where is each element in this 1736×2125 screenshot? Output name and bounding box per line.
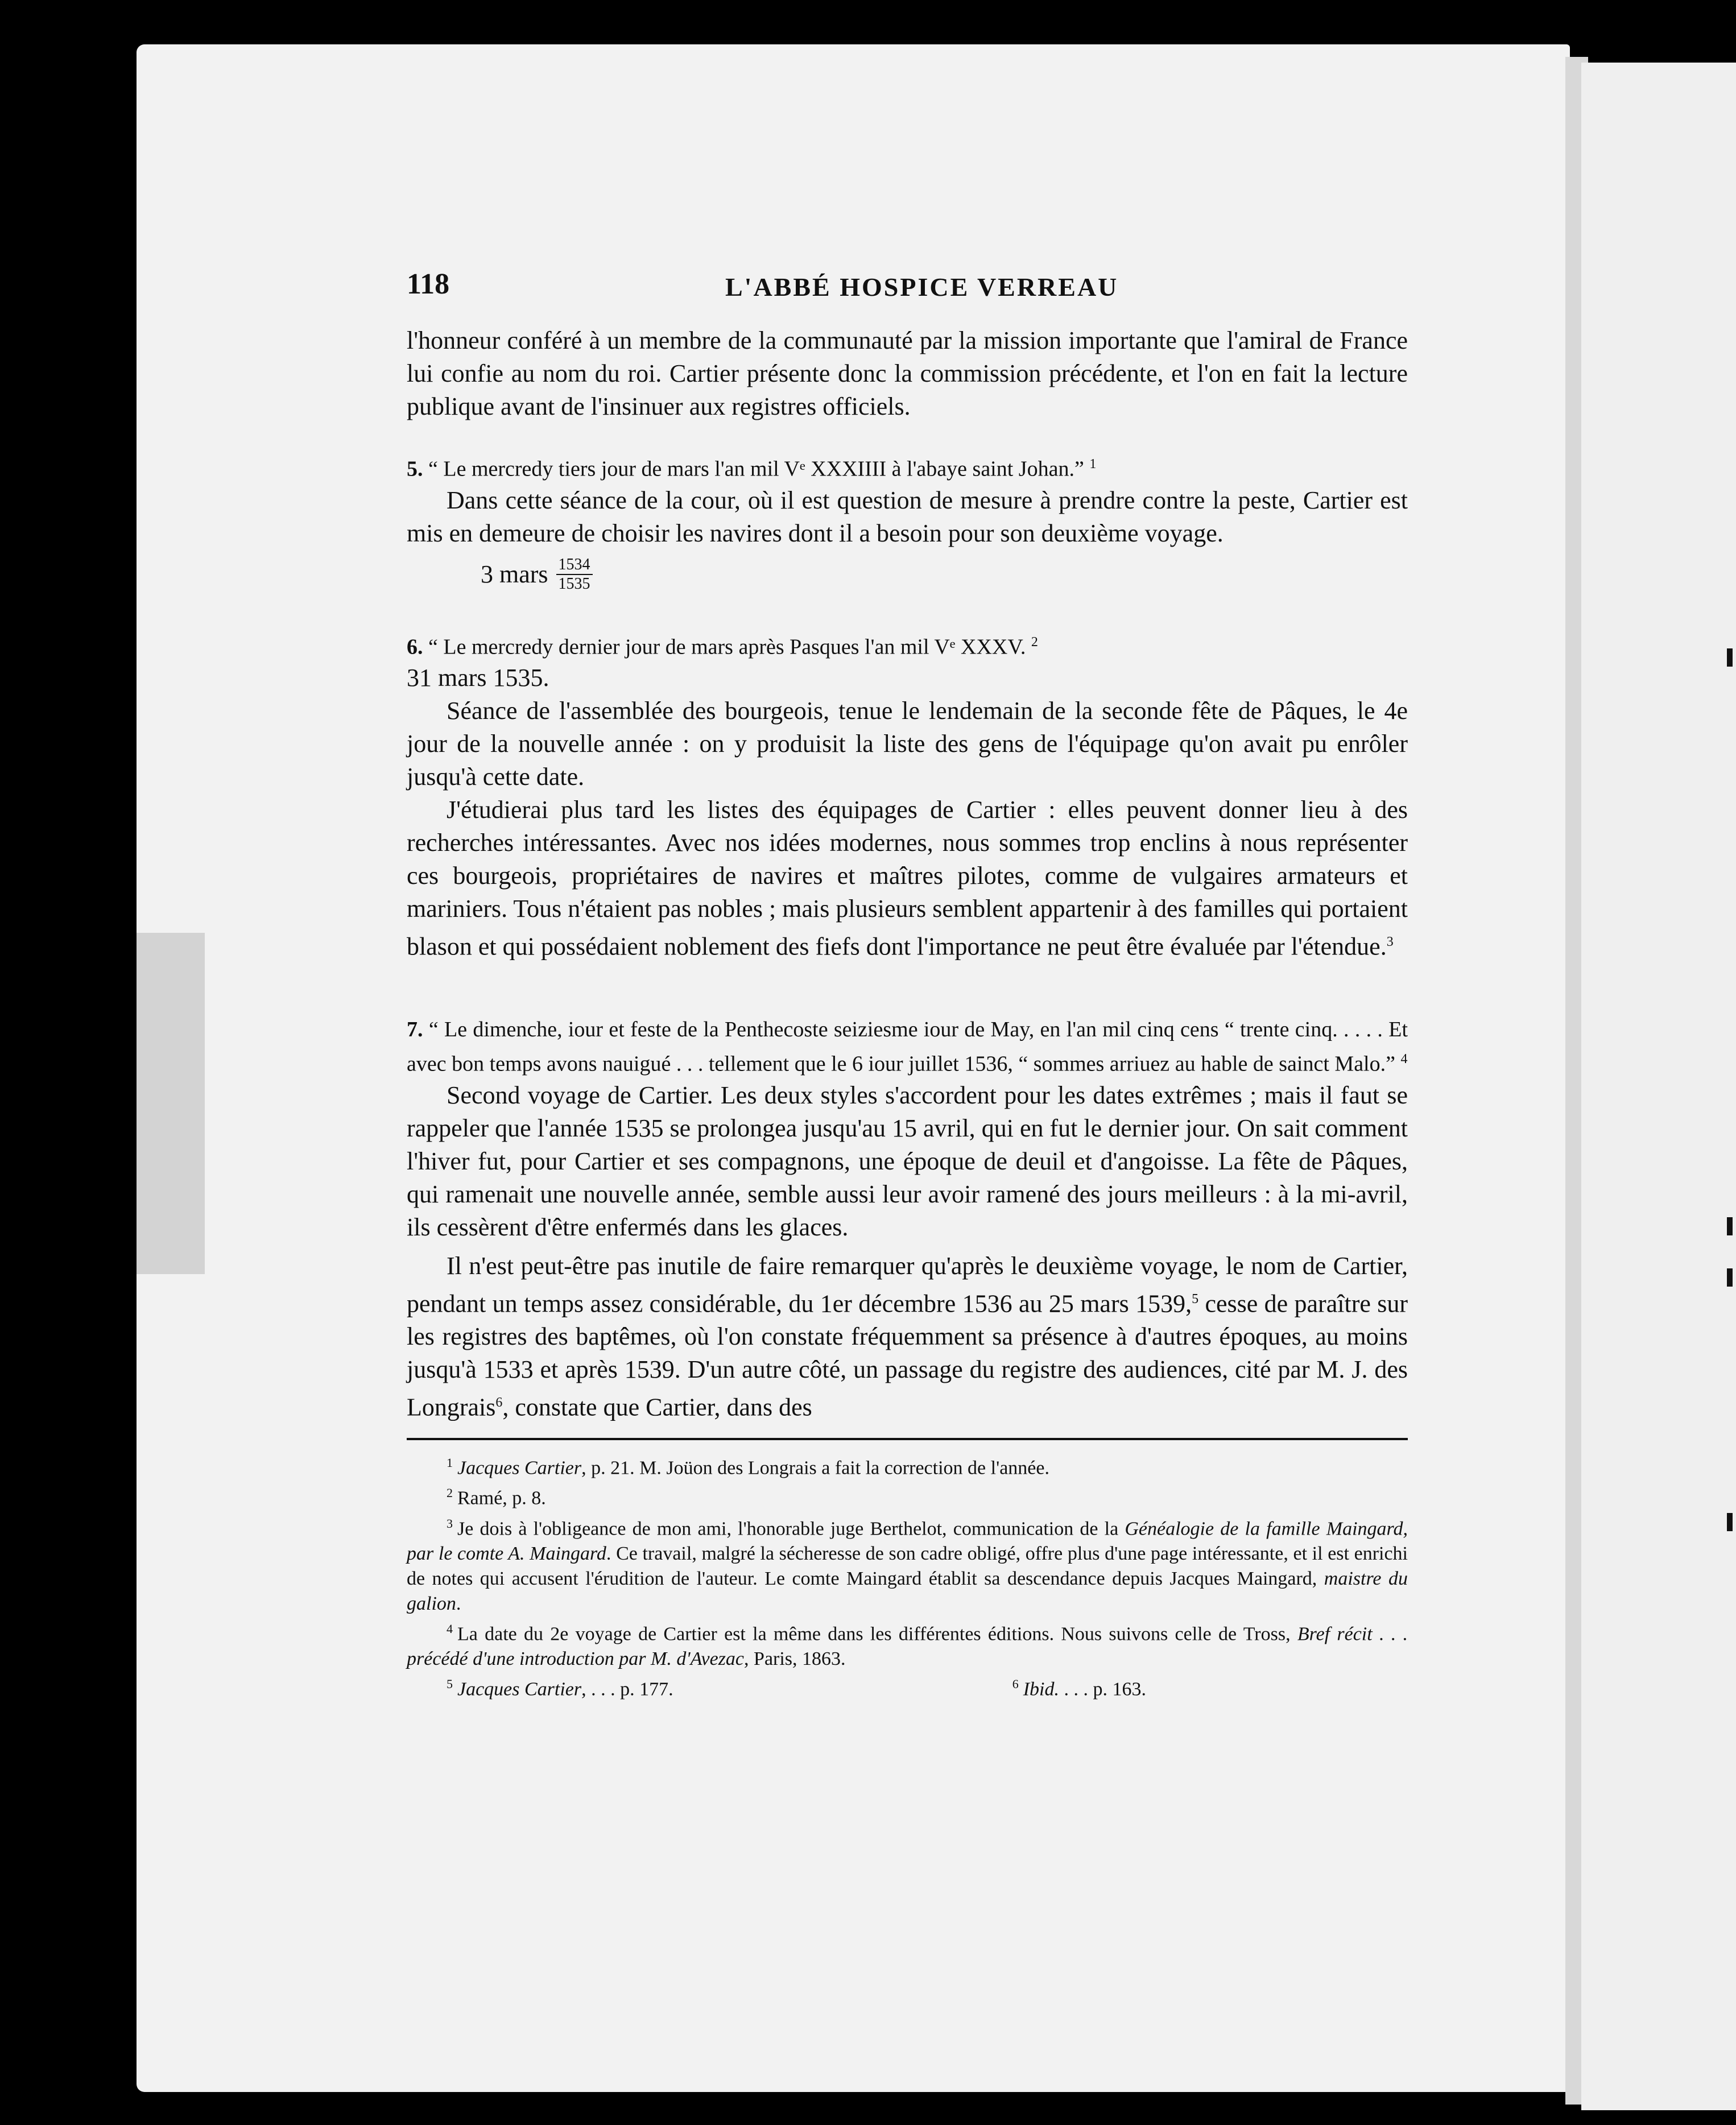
footnote-italic: Bref récit . . . précédé d'une introduction par M. d'Avezac (407, 1623, 1408, 1670)
footnote-4 (407, 1617, 1408, 1672)
paragraph-text: , constate que Cartier, dans des (502, 1393, 812, 1421)
paragraph-text: J'étudierai plus tard les listes des équipages de Cartier : elles peuvent donner lieu à des recherches intéressantes. Avec nos idées modernes, nous sommes trop enclins à nous représenter ces bourgeois, propriétaires de navires et maîtres pilotes, comme de vulgaires armateurs et mariniers. Tous n'étaient pas nobles ; mais plusieurs semblent appartenir à des familles qui portaient blason et qui possédaient noblement des fiefs dont l'importance ne peut être évaluée par l'étendue. (407, 796, 1408, 961)
page-number: 118 (407, 268, 450, 300)
footnote-6 (1012, 1672, 1146, 1702)
quote-text: “ Le mercredy dernier jour de mars après Pasques l'an mil Vᵉ XXXV. (428, 635, 1026, 659)
footnote-text: La date du 2e voyage de Cartier est la même dans les différentes éditions. Nous suivons celle de Tross, (457, 1623, 1297, 1645)
footnote-ref: 3 (1386, 935, 1394, 950)
footnote-mark: 6 (1012, 1677, 1019, 1692)
paragraph-text: cesse de paraître sur les registres des baptêmes, où l'on constate fréquemment sa présence à d'autres époques, au moins jusqu'à 1533 et après 1539. D'un autre côté, un passage du registre des audiences, cité par M. J. des Longrais (407, 1289, 1408, 1421)
footnote-ref: 2 (1031, 634, 1038, 650)
quote-text: “ Le mercredy tiers jour de mars l'an mil Vᵉ XXXIIII à l'abaye saint Johan.” (428, 457, 1084, 481)
footnotes (407, 1450, 1408, 1702)
footnote-italic: Jacques Cartier (457, 1678, 582, 1700)
quote-number: 5. (407, 457, 423, 481)
footnote-2 (407, 1481, 1408, 1511)
year-fraction (556, 556, 593, 593)
footnote-text: , p. 21. M. Joüon des Longrais a fait la correction de l'année. (581, 1457, 1049, 1479)
footnote-mark: 3 (447, 1516, 453, 1531)
footnote-text: . (456, 1593, 461, 1614)
quote-7 (407, 1015, 1408, 1079)
year-new-style: 1535 (558, 574, 590, 593)
year-old-style: 1534 (556, 556, 593, 575)
footnote-ref: 5 (1192, 1291, 1199, 1307)
footnote-mark: 1 (447, 1455, 453, 1470)
page-content (407, 267, 1408, 1702)
date-5 (481, 556, 1408, 593)
running-title: L'ABBÉ HOSPICE VERREAU (725, 272, 1119, 301)
quote-number: 7. (407, 1017, 423, 1041)
footnote-mark: 5 (447, 1677, 453, 1692)
quote-6 (407, 627, 1408, 662)
running-head (407, 267, 1408, 319)
quote-number: 6. (407, 635, 423, 659)
footnote-text: , Paris, 1863. (744, 1648, 846, 1670)
spacer (407, 964, 1408, 1015)
paragraph-7a: Second voyage de Cartier. Les deux styles s'accordent pour les dates extrêmes ; mais il faut se rappeler que l'année 1535 se prolongea jusqu'au 15 avril, qui en fut le dernier jour. On sait comment l'hiver fut, pour Cartier et ses compagnons, une époque de deuil et d'angoisse. La fête de Pâques, qui ramenait une nouvelle année, semble aussi leur avoir ramené des jours meilleurs : à la mi-avril, ils cessèrent d'être enfermés dans les glaces. (407, 1081, 1408, 1241)
edge-mark (1727, 1513, 1733, 1531)
footnote-text: , . . . p. 177. (581, 1678, 673, 1700)
date-prefix: 3 mars (481, 560, 548, 589)
paragraph-5: Dans cette séance de la cour, où il est question de mesure à prendre contre la peste, Cartier est mis en demeure de choisir les navires dont il a besoin pour son deuxième voyage. (407, 486, 1408, 547)
quote-text: “ Le dimenche, iour et feste de la Penthecoste seiziesme iour de May, en l'an mil cinq cens “ trente cinq. . . . . Et avec bon temps avons nauigué . . . tellement que le 6 iour juillet 1536, “ sommes arriuez au hable de sainct Malo.” (407, 1017, 1408, 1076)
footnote-mark: 2 (447, 1486, 453, 1500)
footnote-ref: 1 (1089, 457, 1097, 472)
footnote-text: Ramé, p. 8. (457, 1487, 546, 1509)
footnote-text: Je dois à l'obligeance de mon ami, l'honorable juge Berthelot, communication de la (457, 1518, 1125, 1539)
footnote-ref: 4 (1400, 1051, 1408, 1066)
footnote-1 (407, 1450, 1408, 1481)
footnote-text: . Ce travail, malgré la sécheresse de son cadre obligé, offre plus d'une page intéressante, et il est enrichi de notes qui accusent l'érudition de l'auteur. Le comte Maingard établit sa descendance depuis Jacques Maingard, (407, 1543, 1408, 1589)
quote-5 (407, 449, 1408, 484)
footnote-mark: 4 (447, 1621, 453, 1636)
footnote-rule (407, 1438, 1408, 1440)
edge-mark (1727, 648, 1733, 667)
footnote-ref: 6 (495, 1395, 503, 1411)
footnote-italic: Généalogie de la famille Maingard, par le comte A. Maingard (407, 1518, 1408, 1564)
scan-shadow (137, 933, 205, 1274)
edge-mark (1727, 1268, 1733, 1287)
footnote-italic: Jacques Cartier (457, 1457, 582, 1479)
footnote-5 (447, 1672, 673, 1702)
footnote-italic: Ibid. (1023, 1678, 1059, 1700)
paragraph-intro: l'honneur conféré à un membre de la communauté par la mission importante que l'amiral de France lui confie au nom du roi. Cartier présente donc la commission précédente, et l'on en fait la lecture publique avant de l'insinuer aux registres officiels. (407, 326, 1408, 420)
footnote-5-6 (407, 1672, 1408, 1702)
edge-mark (1727, 1217, 1733, 1235)
footnote-text: . . . p. 163. (1059, 1678, 1146, 1700)
paragraph-6b (407, 793, 1408, 964)
paragraph-text: Il n'est peut-être pas inutile de faire remarquer qu'après le deuxième voyage, le nom de Cartier, pendant un temps assez considérable, du 1er décembre 1536 au 25 mars 1539, (407, 1251, 1408, 1318)
date-6: 31 mars 1535. (407, 664, 549, 692)
paragraph-7b (407, 1250, 1408, 1424)
paragraph-6a: Séance de l'assemblée des bourgeois, tenue le lendemain de la seconde fête de Pâques, le 4e jour de la nouvelle année : on y produisit la liste des gens de l'équipage qu'on avait pu enrôler jusqu'à cette date. (407, 697, 1408, 791)
facing-page-edge (1581, 63, 1736, 2110)
footnote-3 (407, 1511, 1408, 1617)
footnote-italic: maistre du galion (407, 1568, 1408, 1614)
